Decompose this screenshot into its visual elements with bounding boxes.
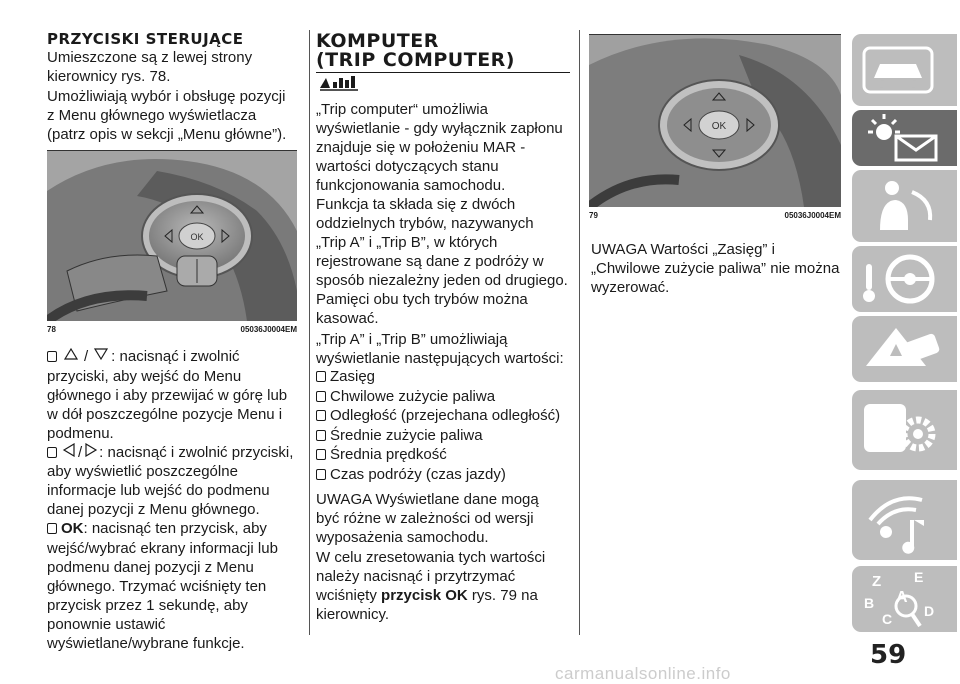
watermark-text: carmanualsonline.info (555, 664, 731, 683)
sidebar-tab-driving[interactable] (852, 246, 957, 312)
list-item (316, 387, 568, 407)
ok-label: OK (61, 520, 84, 537)
triangle-down-icon (94, 347, 108, 367)
separator-slash: / (78, 443, 83, 461)
index-letter-a: A (896, 589, 908, 606)
index-letter-c: C (882, 611, 893, 627)
paragraph-4: „Trip A” i „Trip B” umożliwiają wyświetlanie następujących wartości: (316, 331, 564, 367)
index-letter-b: B (864, 595, 875, 611)
bullet-left-right-text: : nacisnąć i zwolnić przyciski, (99, 443, 294, 461)
section-title-buttons: PRZYCISKI STERUJĄCE (47, 30, 244, 48)
sidebar-tab-warning-lights[interactable] (852, 110, 957, 166)
seatbelt-airbag-icon (852, 170, 957, 242)
list-item (316, 406, 568, 426)
bullet-left-right-continued: aby wyświetlić poszczególne informacje lub wejść do podmenu danej pozycji z Menu głównego. (47, 463, 270, 518)
index-letter-d: D (924, 603, 935, 619)
triangle-left-icon (62, 443, 76, 463)
triangle-up-icon (64, 347, 78, 367)
bullet-up-down-text: : nacisnąć i zwolnić (111, 348, 240, 365)
emergency-breakdown-icon (852, 316, 957, 382)
index-letter-e: E (914, 569, 924, 585)
paragraph-6 (316, 548, 568, 624)
bullet-left-right (47, 443, 299, 463)
column-divider-1 (309, 30, 310, 635)
multimedia-icon (852, 480, 957, 560)
checkbox-bullet-icon (316, 469, 326, 480)
list-item-text: Średnie zużycie paliwa (330, 426, 483, 444)
bullet-up-down (47, 347, 299, 367)
note-paragraph: UWAGA Wartości „Zasięg” i „Chwilowe zużycie paliwa” nie można wyzerować. (591, 241, 840, 296)
ok-button-label: OK (711, 121, 727, 132)
checkbox-bullet-icon (47, 447, 57, 458)
paragraph-1: „Trip computer“ umożliwia wyświetlanie - gdy wyłącznik zapłonu znajduje się w położeniu MAR - wartości dotyczących stanu funkcjonowania samochodu. (316, 101, 563, 194)
figure-78-number: 78 (47, 325, 56, 334)
figure-78-caption (47, 325, 297, 334)
bullet-ok (47, 519, 299, 539)
bullet-up-down-continued: przyciski, aby wejść do Menu głównego i aby przewijać w górę lub w dół poszczególne pozycje Menu i podmenu. (47, 367, 288, 442)
steering-wheel-icon (852, 246, 957, 312)
figure-78-steering-controls (47, 150, 297, 321)
figure-79-caption (589, 211, 841, 220)
warning-lights-icon (852, 110, 957, 166)
column-divider-2 (579, 30, 580, 635)
list-item-text: Czas podróży (czas jazdy) (330, 465, 506, 483)
car-dashboard-icon (852, 34, 957, 106)
steering-wheel-ok-illustration (589, 35, 841, 207)
list-item-text: Chwilowe zużycie paliwa (330, 387, 496, 405)
index-letter-z: Z (872, 573, 882, 590)
bullet-ok-continued: wejść/wybrać ekrany informacji lub podmenu danej pozycji z Menu głównego. Trzymać wciśnięty ten przycisk przez 1 sekundę, aby ponownie ustawić wyświetlane/wybrane funkcje. (47, 539, 278, 652)
checkbox-bullet-icon (316, 449, 326, 460)
paragraph-2: Funkcja ta składa się z dwóch oddzielnych trybów, nazywanych „Trip A” i „Trip B”, w których rejestrowane są dane z podróży w sposób niezależny jeden od drugiego. (316, 196, 568, 289)
list-item-text: Zasięg (330, 368, 376, 385)
page-number: 59 (870, 640, 907, 670)
list-item-text: Odległość (przejechana odległość) (330, 407, 561, 424)
paragraph-3: Pamięci obu tych trybów można kasować. (316, 291, 528, 327)
list-item (316, 367, 568, 387)
bullet-ok-text: : nacisnąć ten przycisk, aby (83, 520, 267, 537)
triangle-right-icon (84, 443, 98, 463)
values-list (316, 367, 568, 484)
list-item (316, 445, 568, 465)
title-line-1: KOMPUTER (316, 30, 439, 52)
figure-79-code: 05036J0004EM (784, 211, 841, 220)
figure-79-number: 79 (589, 211, 598, 220)
checkbox-bullet-icon (316, 410, 326, 421)
paragraph-6-text: W celu zresetowania tych wartości należy nacisnąć i przytrzymać wciśnięty (316, 549, 546, 604)
steering-wheel-illustration (47, 151, 297, 321)
checkbox-bullet-icon (47, 523, 57, 534)
ok-button-label: OK (190, 232, 204, 242)
paragraph-5: UWAGA Wyświetlane dane mogą być różne w zależności od wersji wyposażenia samochodu. (316, 491, 539, 546)
column-1-bullets (47, 347, 299, 653)
section-title-trip-computer (316, 32, 570, 73)
list-item (316, 426, 568, 446)
checkbox-bullet-icon (316, 430, 326, 441)
figure-78-code: 05036J0004EM (240, 325, 297, 334)
checkbox-bullet-icon (316, 391, 326, 402)
intro-paragraph-2: Umożliwiają wybór i obsługę pozycji z Menu głównego wyświetlacza (patrz opis w sekcji „Menu główne”). (47, 88, 287, 143)
sidebar-tab-emergency[interactable] (852, 316, 957, 382)
checkbox-bullet-icon (316, 371, 326, 382)
figure-79-steering-controls (589, 34, 841, 207)
sidebar-tab-safety[interactable] (852, 170, 957, 242)
trip-computer-symbol-icon (318, 74, 366, 97)
sidebar-tab-multimedia[interactable] (852, 480, 957, 560)
sidebar-tab-dashboard[interactable] (852, 34, 957, 106)
maintenance-gear-icon (852, 390, 957, 470)
index-az-icon (852, 566, 957, 632)
list-item-text: Średnia prędkość (330, 446, 447, 463)
sidebar-tab-index[interactable] (852, 566, 957, 632)
ok-button-reference: przycisk OK (381, 587, 468, 604)
intro-paragraph-1: Umieszczone są z lewej strony kierownicy rys. 78. (47, 49, 253, 85)
separator-slash: / (84, 348, 89, 365)
title-line-2: (TRIP COMPUTER) (316, 49, 515, 71)
paragraph-6-end: rys. 79 na kierownicy. (316, 587, 538, 623)
sidebar-tab-maintenance[interactable] (852, 390, 957, 470)
checkbox-bullet-icon (47, 351, 57, 362)
list-item (316, 465, 568, 485)
